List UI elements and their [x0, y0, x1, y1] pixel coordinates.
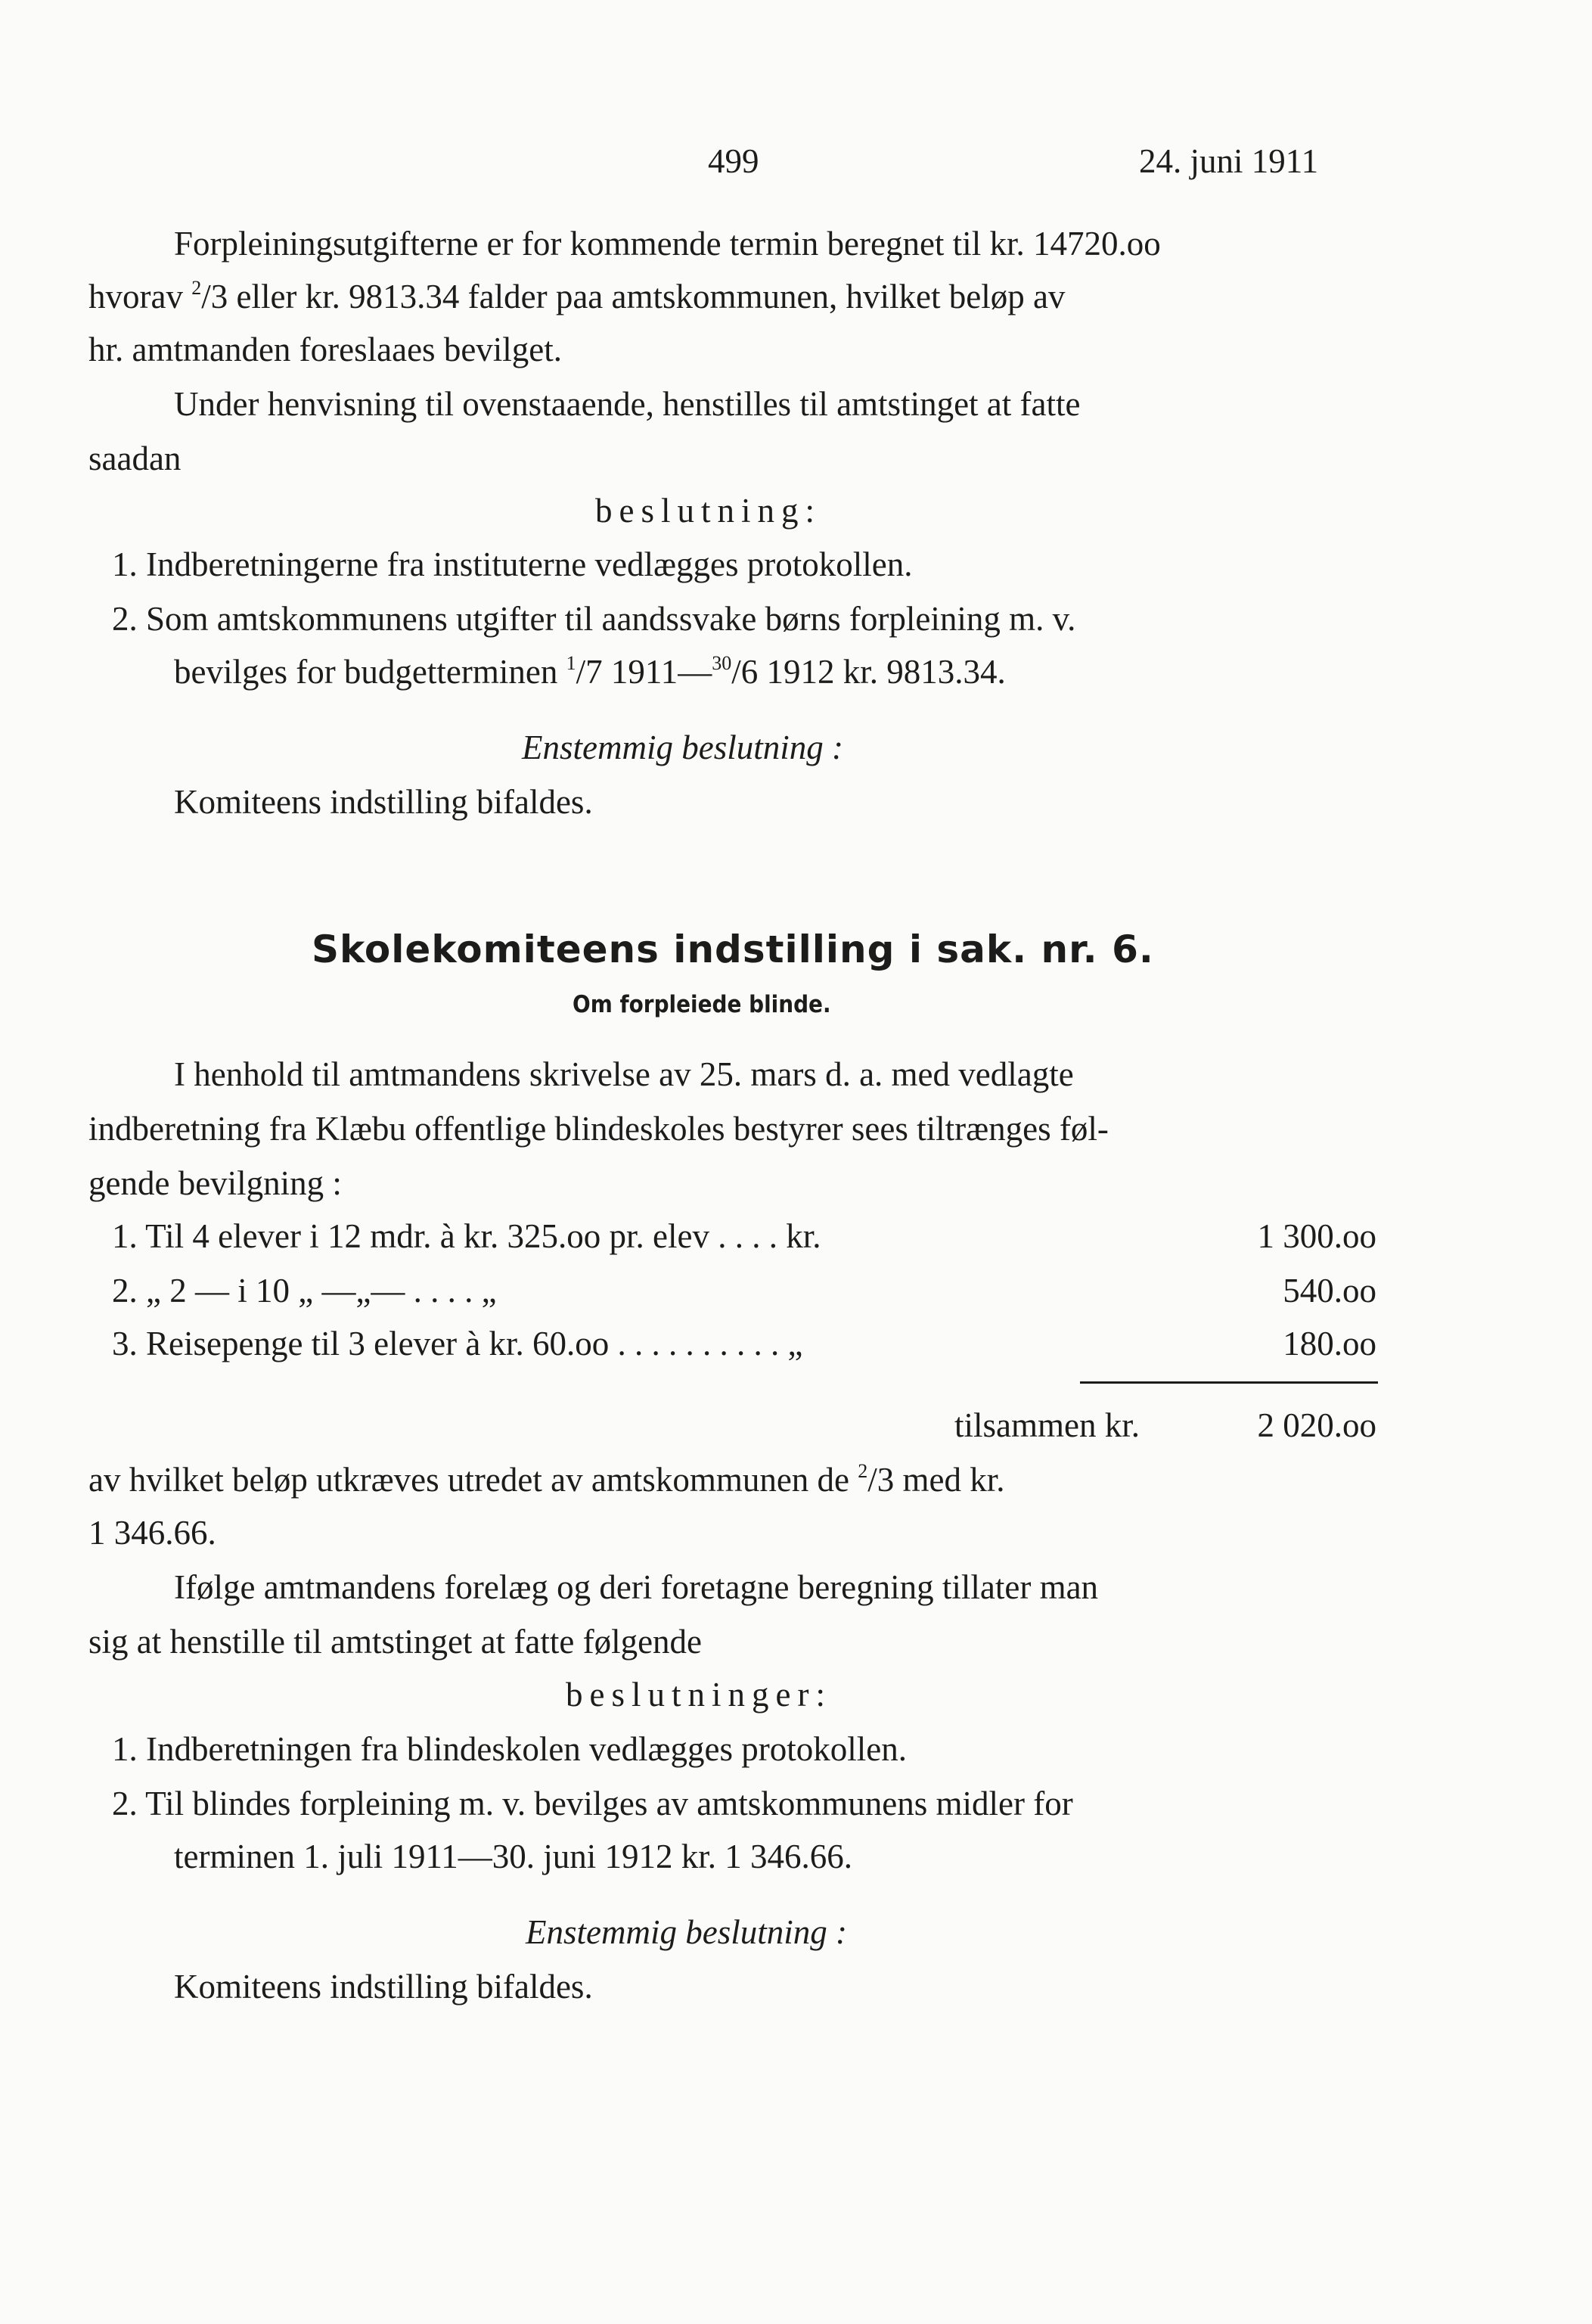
budget-row-amount: 180.oo — [1283, 1325, 1376, 1362]
vote-label: Enstemmig beslutning : — [522, 729, 843, 766]
paragraph-line: I henhold til amtmandens skrivelse av 25. mars d. a. med vedlagte — [174, 1055, 1074, 1093]
budget-row-label: 2. „ 2 — i 10 „ —„— . . . . „ — [112, 1272, 497, 1310]
paragraph-line: Ifølge amtmandens forelæg og deri foretagne beregning tillater man — [174, 1568, 1099, 1606]
page-date: 24. juni 1911 — [1139, 142, 1319, 180]
page-number: 499 — [708, 142, 759, 180]
vote-result: Komiteens indstilling bifaldes. — [174, 783, 593, 821]
vote-label: Enstemmig beslutning : — [526, 1913, 847, 1951]
paragraph-line: indberetning fra Klæbu offentlige blindeskoles bestyrer sees tiltrænges føl- — [88, 1110, 1109, 1148]
resolution-item: 2. Til blindes forpleining m. v. bevilges av amtskommunens midler for — [112, 1785, 1073, 1822]
resolution-item-continued: bevilges for budgetterminen $^1$/7 1911—$^{30}$/6 1912 kr. 9813.34. — [174, 652, 1006, 691]
section-title: Skolekomiteens indstilling i sak. nr. 6. — [312, 927, 1154, 971]
resolution-item-continued: terminen 1. juli 1911—30. juni 1912 kr. 1 346.66. — [174, 1838, 853, 1875]
budget-row-label: 1. Til 4 elever i 12 mdr. à kr. 325.oo pr. elev . . . . kr. — [112, 1217, 821, 1255]
resolution-item: 1. Indberetningen fra blindeskolen vedlægges protokollen. — [112, 1730, 907, 1768]
paragraph-line: Under henvisning til ovenstaaende, henstilles til amtstinget at fatte — [174, 385, 1081, 423]
paragraph-line: saadan — [88, 440, 182, 477]
vote-result: Komiteens indstilling bifaldes. — [174, 1968, 593, 2006]
budget-row-amount: 1 300.oo — [1257, 1217, 1376, 1255]
resolution-item: 2. Som amtskommunens utgifter til aandssvake børns forpleining m. v. — [112, 600, 1076, 638]
paragraph-line: hr. amtmanden foreslaaes bevilget. — [88, 331, 563, 368]
resolution-item: 1. Indberetningerne fra instituterne vedlægges protokollen. — [112, 545, 913, 583]
paragraph-line: av hvilket beløp utkræves utredet av amtskommunen de $^2$/3 med kr. — [88, 1460, 1005, 1499]
paragraph-line: hvorav $^2$/3 eller kr. 9813.34 falder paa amtskommunen, hvilket beløp av — [88, 277, 1066, 315]
sum-rule — [1080, 1381, 1378, 1384]
paragraph-line: gende bevilgning : — [88, 1164, 342, 1202]
paragraph-line: 1 346.66. — [88, 1514, 216, 1552]
paragraph-line: Forpleiningsutgifterne er for kommende termin beregnet til kr. 14720.oo — [174, 225, 1161, 263]
budget-row-amount: 540.oo — [1283, 1272, 1376, 1310]
paragraph-line: sig at henstille til amtstinget at fatte følgende — [88, 1623, 703, 1661]
resolution-heading: beslutning: — [595, 492, 821, 530]
resolution-heading: beslutninger: — [566, 1676, 832, 1713]
total-amount: 2 020.oo — [1257, 1406, 1376, 1444]
section-subtitle: Om forpleiede blinde. — [573, 991, 831, 1018]
total-label: tilsammen kr. — [954, 1406, 1140, 1444]
budget-row-label: 3. Reisepenge til 3 elever à kr. 60.oo . . . . . . . . . . „ — [112, 1325, 803, 1362]
